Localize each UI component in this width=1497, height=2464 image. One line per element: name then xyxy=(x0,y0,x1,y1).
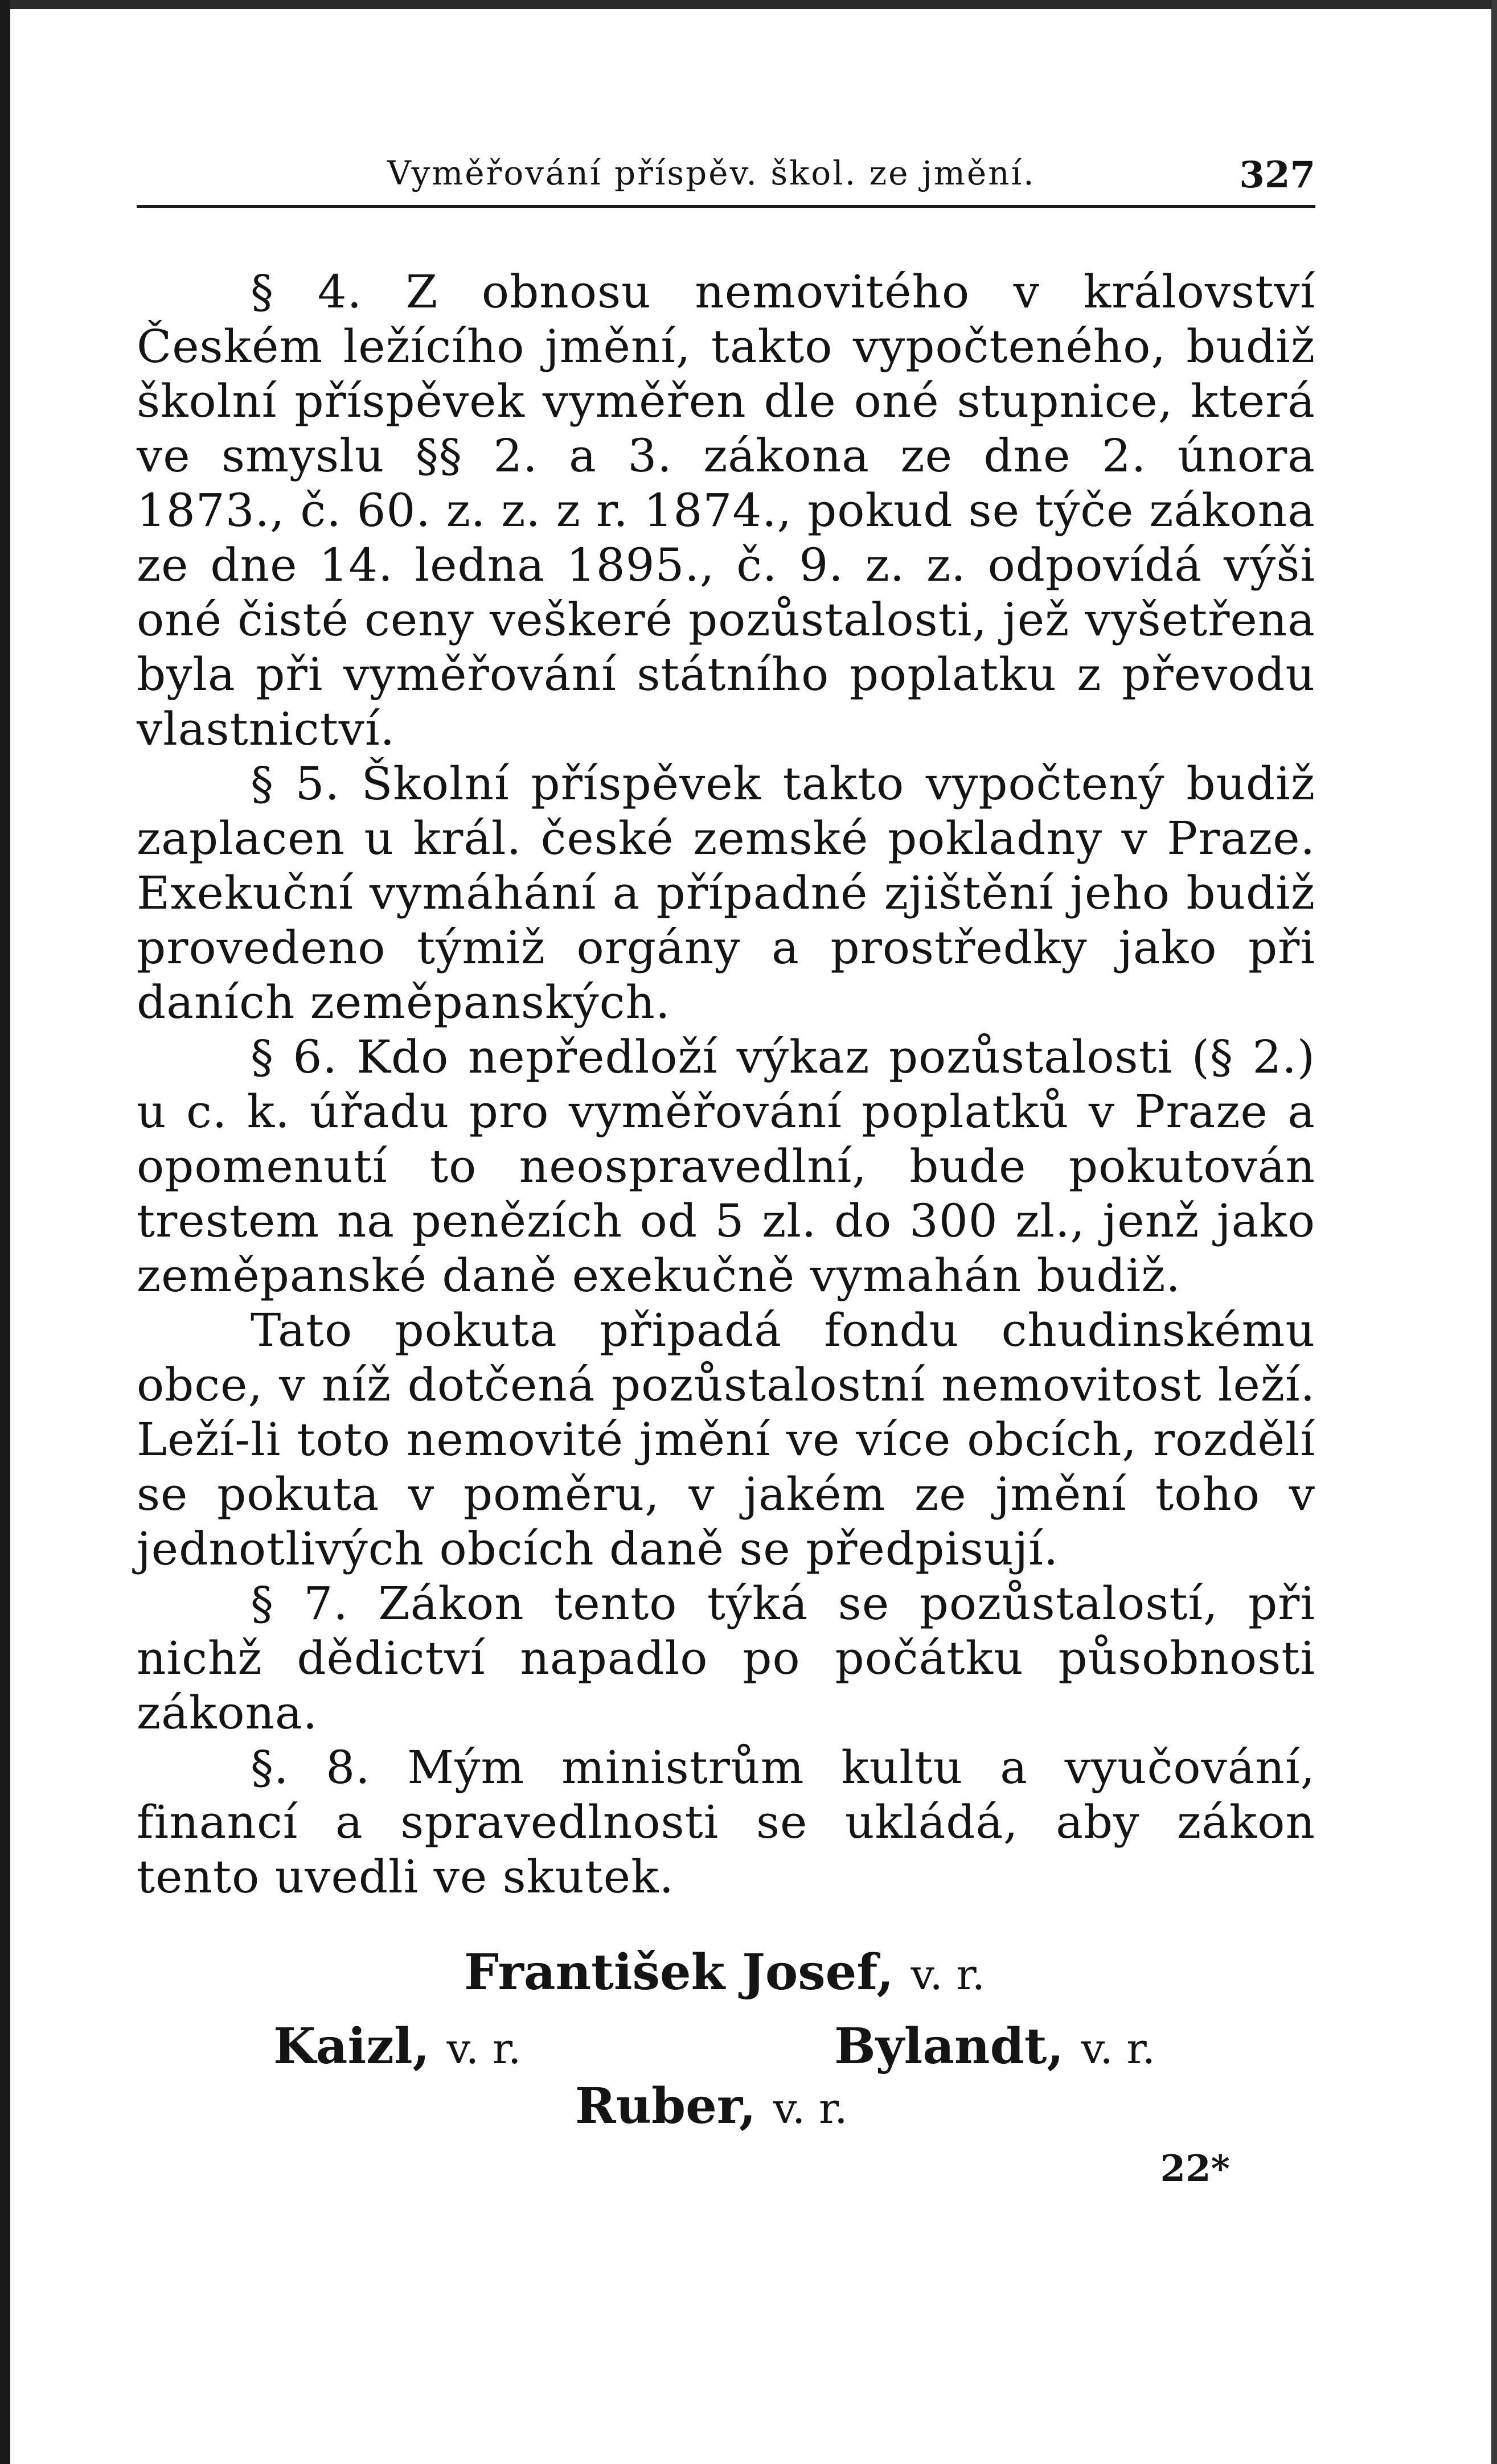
paragraph-section-5: § 5. Školní příspěvek takto vypočtený budiž zaplacen u král. české zemské pokladny v Praze. Exekuční vymáhání a případné zjištění jeho budiž provedeno týmiž orgány a prostředky jako při daních zeměpanských. xyxy=(137,757,1315,1029)
signature-bylandt-name: Bylandt, xyxy=(834,2018,1064,2075)
signature-emperor-title: v. r. xyxy=(910,1950,986,1999)
signature-emperor xyxy=(464,1945,985,2002)
paragraph-section-6: § 6. Kdo nepředloží výkaz pozůstalosti (§ 2.) u c. k. úřadu pro vyměřování poplatků v Praze a opomenutí to neospravedlní, bude pokutován trestem na penězích od 5 zl. do 300 zl., jenž jako zeměpanské daně exekučně vymahán budiž. xyxy=(137,1030,1315,1302)
scan-top-edge xyxy=(0,0,1497,9)
signature-bylandt xyxy=(834,2019,1155,2076)
body-text xyxy=(137,265,1315,1904)
page-number: 327 xyxy=(1239,154,1315,196)
signature-ruber xyxy=(575,2079,848,2136)
signature-ruber-name: Ruber, xyxy=(575,2077,756,2135)
scan-right-edge xyxy=(1491,0,1497,2464)
running-head xyxy=(137,142,1315,205)
scan-left-edge xyxy=(0,0,10,2464)
printer-signature-mark: 22* xyxy=(1160,2147,1230,2190)
signature-kaizl xyxy=(273,2019,521,2076)
signature-kaizl-title: v. r. xyxy=(446,2024,522,2073)
signature-kaizl-name: Kaizl, xyxy=(273,2018,430,2075)
paragraph-section-8: §. 8. Mým ministrům kultu a vyučování, financí a spravedlnosti se ukládá, aby zákon tento uvedli ve skutek. xyxy=(137,1741,1315,1903)
running-title: Vyměřování příspěv. škol. ze jmění. xyxy=(387,154,1036,192)
header-rule xyxy=(137,205,1315,208)
paragraph-section-4: § 4. Z obnosu nemovitého v království Českém ležícího jmění, takto vypočteného, budiž školní příspěvek vyměřen dle oné stupnice, která ve smyslu §§ 2. a 3. zákona ze dne 2. února 1873., č. 60. z. z. z r. 1874., pokud se týče zákona ze dne 14. ledna 1895., č. 9. z. z. odpovídá výši oné čisté ceny veškeré pozůstalosti, jež vyšetřena byla při vyměřování státního poplatku z převodu vlastnictví. xyxy=(137,265,1315,755)
signature-emperor-name: František Josef, xyxy=(464,1944,894,2001)
book-page xyxy=(137,142,1315,2190)
paragraph-section-7: § 7. Zákon tento týká se pozůstalostí, při nichž dědictví napadlo po počátku působnosti zákona. xyxy=(137,1577,1315,1739)
paragraph-fine: Tato pokuta připadá fondu chudinskému obce, v níž dotčená pozůstalostní nemovitost leží. Leží-li toto nemovité jmění ve více obcích, rozdělí se pokuta v poměru, v jakém ze jmění toho v jednotlivých obcích daně se předpisují. xyxy=(137,1304,1315,1575)
signature-bylandt-title: v. r. xyxy=(1081,2024,1156,2073)
signatures-block xyxy=(137,1944,1315,2190)
signature-ruber-title: v. r. xyxy=(773,2084,848,2133)
